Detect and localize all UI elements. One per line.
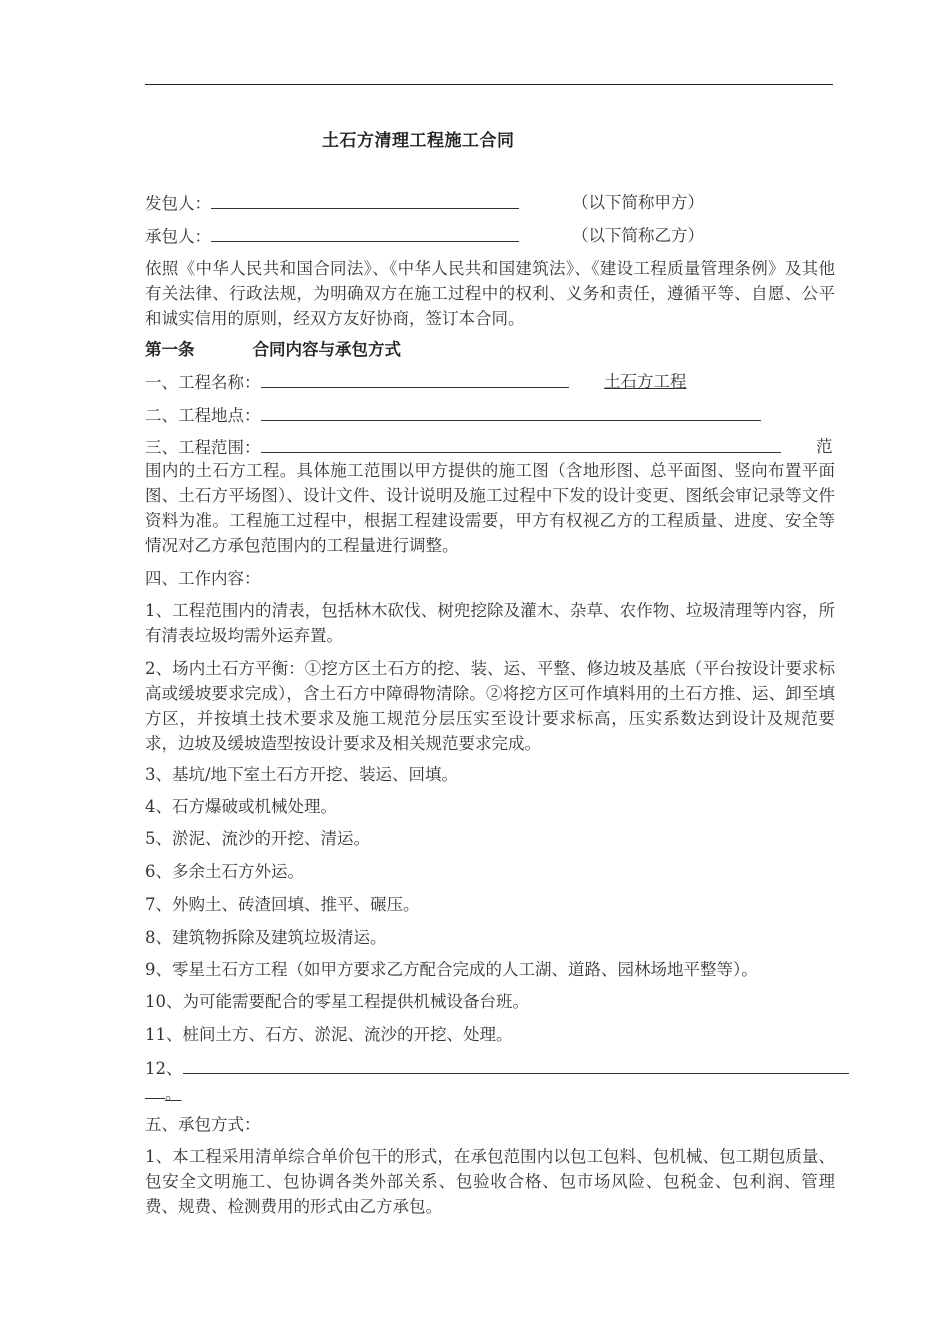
work-item-7: 7、外购土、砖渣回填、推平、碾压。 [145,895,420,914]
document-title: 土石方清理工程施工合同 [322,131,515,151]
work-item-2: 2、场内土石方平衡：①挖方区土石方的挖、装、运、平整、修边坡及基底（平台按设计要求标高或缓坡要求完成），含土石方中障碍物清除。②将挖方区可作填料用的土石方推、运、卸至填方区，并按填土技术要求及施工规范分层压实至设计要求标高，压实系数达到设计及规范要求，边坡及缓坡造型按设计要求及相关规范要求完成。 [145,659,835,753]
scope-label: 三、工程范围： [145,438,261,457]
work-item-10: 10、为可能需要配合的零星工程提供机械设备台班。 [145,992,529,1011]
party-b-note: （以下简称乙方） [572,226,704,245]
project-site-blank [261,405,761,421]
work-item-12-blank [183,1058,849,1074]
party-a-line [145,193,519,214]
work-item-12-end: 。 [165,1084,182,1103]
work-item-8: 8、建筑物拆除及建筑垃圾清运。 [145,928,387,947]
project-site-line [145,405,761,426]
article-1-number: 第一条 [145,340,195,359]
party-a-label: 发包人： [145,194,211,213]
contract-mode-item-1: 1、本工程采用清单综合单价包干的形式，在承包范围内以包工包料、包机械、包工期包质量、包安全文明施工、包协调各类外部关系、包验收合格、包市场风险、包税金、包利润、管理费、规费、检测费用的形式由乙方承包。 [145,1147,835,1216]
scope-paragraph: 围内的土石方工程。具体施工范围以甲方提供的施工图（含地形图、总平面图、竖向布置平面图、土石方平场图）、设计文件、设计说明及施工过程中下发的设计变更、图纸会审记录等文件资料为准。工程施工过程中，根据工程建设需要，甲方有权视乙方的工程质量、进度、安全等情况对乙方承包范围内的工程量进行调整。 [145,461,835,555]
party-b-blank [211,226,519,242]
header-rule [145,84,833,85]
work-heading: 四、工作内容： [145,569,261,588]
party-a-note: （以下简称甲方） [572,193,704,212]
project-name-line [145,372,569,393]
project-site-label: 二、工程地点： [145,406,261,425]
work-item-12-label: 12、 [145,1059,183,1078]
work-item-9: 9、零星土石方工程（如甲方要求乙方配合完成的人工湖、道路、园林场地平整等）。 [145,960,758,979]
work-item-12-end-line [145,1083,182,1104]
work-item-11: 11、桩间土方、石方、淤泥、流沙的开挖、处理。 [145,1025,513,1044]
work-item-1: 1、工程范围内的清表，包括林木砍伐、树兜挖除及灌木、杂草、农作物、垃圾清理等内容，所有清表垃圾均需外运弃置。 [145,601,835,645]
work-item-4: 4、石方爆破或机械处理。 [145,797,337,816]
scope-line [145,437,781,458]
party-a-blank [211,193,519,209]
contract-mode-heading: 五、承包方式： [145,1115,261,1134]
work-item-6: 6、多余土石方外运。 [145,862,304,881]
scope-tail: 范 [816,437,833,456]
project-name-value: 土石方工程 [604,372,687,391]
preamble-paragraph: 依照《中华人民共和国合同法》、《中华人民共和国建筑法》、《建设工程质量管理条例》及其他有关法律、行政法规，为明确双方在施工过程中的权利、义务和责任，遵循平等、自愿、公平和诚实信用的原则，经双方友好协商，签订本合同。 [145,259,835,328]
project-name-label: 一、工程名称： [145,373,261,392]
article-1-heading [145,340,401,360]
work-item-5: 5、淤泥、流沙的开挖、清运。 [145,829,370,848]
work-item-3: 3、基坑/地下室土石方开挖、装运、回填。 [145,765,459,784]
article-1-title: 合同内容与承包方式 [252,340,401,359]
party-b-line [145,226,519,247]
project-name-blank [261,372,569,388]
work-item-12 [145,1058,849,1079]
party-b-label: 承包人： [145,227,211,246]
scope-blank [261,437,781,453]
work-item-12-blank-cont [145,1083,165,1099]
